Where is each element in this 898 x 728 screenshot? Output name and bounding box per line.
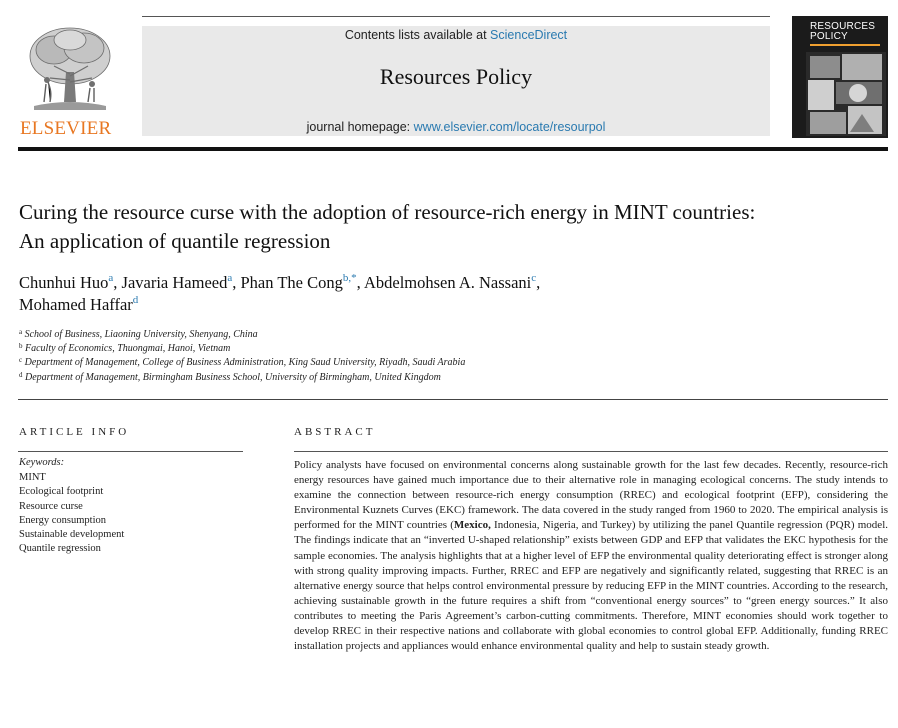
affiliation-list [19,328,779,385]
abstract-rule [294,451,888,452]
abstract-heading: ABSTRACT [294,426,376,438]
journal-banner [142,26,770,136]
author-affil-mark[interactable]: a [227,272,233,284]
affiliation-text: Department of Management, College of Business Administration, King Saud University, Riyadh, Saudi Arabia [24,357,466,369]
affiliation-item [19,328,779,342]
author-affil-mark[interactable]: c [531,272,537,284]
article-info-rule [18,451,243,452]
header-top-rule [142,16,770,17]
journal-homepage-link[interactable]: www.elsevier.com/locate/resourpol [413,120,606,134]
affiliation-mark: d [19,370,23,379]
keywords-label: Keywords: [19,457,65,468]
author-separator: , [232,273,241,292]
author-name[interactable]: Phan The Cong [240,273,343,292]
homepage-prefix: journal homepage: [306,120,414,134]
abstract-bold-country: Mexico, [453,519,491,532]
sciencedirect-link[interactable]: ScienceDirect [490,28,568,42]
affiliation-item [19,342,779,356]
author-affil-mark[interactable]: b,* [342,272,357,284]
author-name[interactable]: Mohamed Haffar [19,295,133,314]
keyword-item[interactable]: Sustainable development [19,529,125,541]
cover-accent-bar [810,44,880,46]
cover-title-line1: RESOURCES [810,21,876,32]
affiliation-mark: a [19,328,23,336]
elsevier-logo[interactable] [18,22,120,140]
affiliation-text: Faculty of Economics, Thuongmai, Hanoi, Vietnam [25,343,231,355]
abstract-text-part1: Policy analysts have focused on environmental concerns along sustainable growth for the last few decades. Recently, resource-rich energy resources have gained much importance due to their alternative role in managing ecological concerns. The study intends to examine the connection between resource-rich energy consumption (RREC) and ecological footprint (EFP), considering the Environmental Kuznets Curves (EKC) framework. The data covered in the study ranged from 1960 to 2020. The empirical analysis is performed for the MINT countries ( [294,459,888,532]
article-title: Curing the resource curse with the adoption of resource-rich energy in MINT countries: An application of quantile regression [19,200,756,253]
affiliation-mark: b [19,342,23,351]
author-separator: , [536,273,541,292]
cover-title [810,22,875,42]
article-info-heading: ARTICLE INFO [19,426,130,438]
author-separator: , [113,273,122,292]
keyword-item[interactable]: Ecological footprint [19,486,104,498]
abstract-body [294,458,888,654]
affiliation-item [19,371,779,385]
header-thick-rule [18,147,888,151]
elsevier-tree-icon [24,22,116,114]
affiliation-text: Department of Management, Birmingham Business School, University of Birmingham, United Kingdom [25,371,441,383]
keyword-item[interactable]: MINT [19,472,46,483]
author-name[interactable]: Javaria Hameed [121,273,228,292]
homepage-line [142,120,770,134]
journal-cover-thumbnail[interactable] [792,16,888,138]
author-list [19,272,779,316]
section-divider [18,399,888,400]
author-affil-mark[interactable]: a [108,272,114,284]
author-separator: , [356,273,364,292]
author-affil-mark[interactable]: d [132,294,139,306]
journal-title[interactable]: Resources Policy [379,64,533,89]
contents-prefix: Contents lists available at [344,28,491,42]
affiliation-text: School of Business, Liaoning University, Shenyang, China [24,329,258,340]
keyword-item[interactable]: Resource curse [19,500,83,512]
abstract-text-part2: Indonesia, Nigeria, and Turkey) by utilizing the panel Quantile regression (PQR) model. The findings indicate that an “inverted U-shaped relationship” exists between GDP and EFP that validates the EKC hypothesis for the sample economies. The analysis highlights that at a higher level of EFP the environmental quality deteriorating effect is stronger along with strong quality improving impacts. Further, RREC and EFP are negatively and significantly related, suggesting that RREC is an alternative energy source that helps control environmental pressure by reducing EFP in the MINT countries. According to the research, achieving sustainable growth in the future requires a shift from “conventional energy sources” to “green energy sources.” It also contributes to meeting the Paris Agreement’s carbon-cutting commitments. Therefore, MINT economies should work together to develop RREC in their respective nations and collaborate with global economies to control global EFP. Additionally, funding RREC installation projects and appliances would enhance environmental quality and help to sustain steady growth. [294,519,888,653]
cover-collage-image [806,52,886,136]
cover-title-line2: POLICY [810,31,848,42]
keyword-list [19,471,124,557]
author-name[interactable]: Abdelmohsen A. Nassani [363,273,532,292]
affiliation-mark: c [19,356,23,365]
contents-line [142,28,770,42]
author-name[interactable]: Chunhui Huo [19,273,109,292]
keyword-item[interactable]: Quantile regression [19,543,101,555]
publisher-name: ELSEVIER [20,118,112,139]
affiliation-item [19,356,779,370]
keyword-item[interactable]: Energy consumption [19,514,107,526]
